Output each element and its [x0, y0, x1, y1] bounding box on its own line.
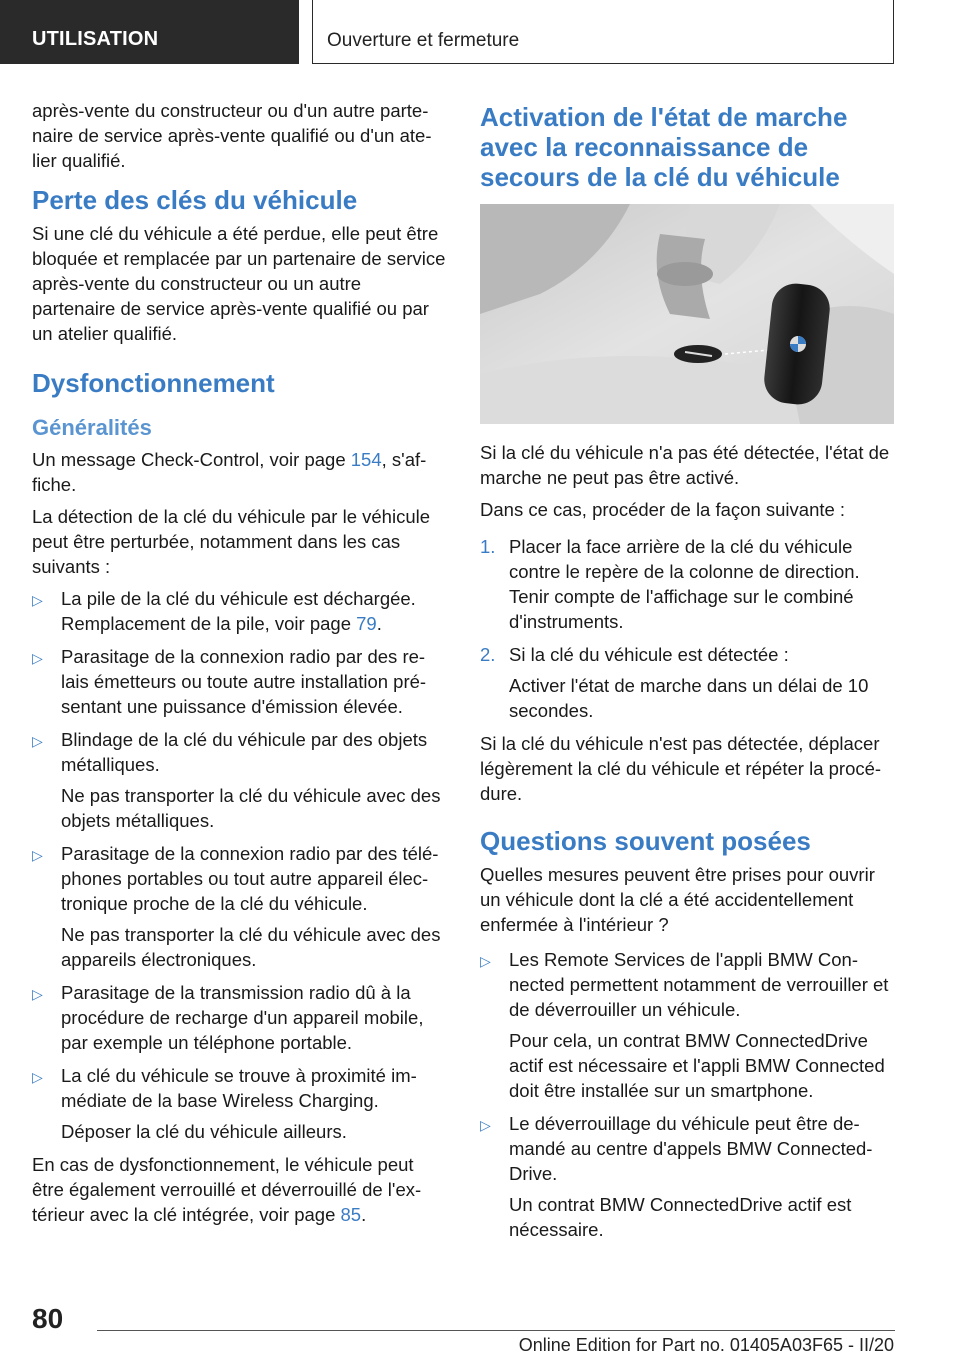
step-number: 1. [480, 536, 496, 557]
faq-heading: Questions souvent posées [480, 826, 811, 856]
list-item-note: Pour cela, un contrat BMW ConnectedDrive actif est nécessaire et l'appli BMW Connected doit être installée sur un smartphone. [509, 1030, 885, 1101]
key-steering-column-illustration [480, 204, 894, 424]
list-item: ▷ Les Remote Services de l'appli BMW Connected permettent notamment de verrouiller et de déverrouiller un véhicule. Pour cela, un contrat BMW ConnectedDrive actif est nécessaire et l'appli BMW Connected doit être installée sur un smartphone. [480, 947, 894, 1103]
step-number: 2. [480, 644, 496, 665]
closing-paragraph: En cas de dysfonctionnement, le véhicule peut être également verrouillé et déverrouillé de l'extérieur avec la clé intégrée, voir page 85. [32, 1154, 422, 1225]
right-column [480, 102, 894, 1250]
header-chapter-tab [312, 0, 894, 64]
footer-divider [97, 1330, 895, 1331]
header-section-label: UTILISATION [32, 28, 159, 50]
general-subheading: Généralités [32, 415, 152, 440]
proceed-paragraph: Dans ce cas, procéder de la façon suivante : [480, 499, 846, 520]
page-number: 80 [32, 1303, 64, 1334]
faq-question: Quelles mesures peuvent être prises pour ouvrir un véhicule dont la clé a été accidentellement enfermée à l'intérieur ? [480, 864, 875, 935]
triangle-right-icon: ▷ [32, 650, 43, 666]
check-control-paragraph: Un message Check-Control, voir page 154, s'affiche. [32, 449, 427, 495]
list-item: ▷ Blindage de la clé du véhicule par des objets métalliques. Ne pas transporter la clé du véhicule avec des objets métalliques. [32, 727, 446, 833]
left-column [32, 98, 446, 1234]
list-item-note: Un contrat BMW ConnectedDrive actif est nécessaire. [509, 1194, 852, 1240]
malfunction-heading: Dysfonctionnement [32, 368, 275, 398]
list-item-note: Activer l'état de marche dans un délai de 10 secondes. [509, 675, 869, 721]
header-chapter-label: Ouverture et fermeture [327, 30, 520, 51]
triangle-right-icon: ▷ [480, 953, 491, 969]
lost-keys-paragraph: Si une clé du véhicule a été perdue, elle peut être bloquée et remplacée par un partenaire de service après-vente du constructeur ou un autre partenaire de service après-vente qualifié ou par un atelier qualifié. [32, 223, 446, 344]
triangle-right-icon: ▷ [32, 733, 43, 749]
lost-keys-heading: Perte des clés du véhicule [32, 185, 358, 215]
detection-paragraph: La détection de la clé du véhicule par le véhicule peut être perturbée, notamment dans les cas suivants : [32, 506, 431, 577]
retry-paragraph: Si la clé du véhicule n'est pas détectée, déplacer légèrement la clé du véhicule et répéter la procédure. [480, 733, 882, 804]
activation-heading: Activation de l'état de marche avec la reconnaissance de secours de la clé du véhicule [480, 102, 848, 192]
key-illustration-svg [480, 204, 894, 424]
triangle-right-icon: ▷ [480, 1117, 491, 1133]
list-item: 2. Si la clé du véhicule est détectée : Activer l'état de marche dans un délai de 10 secondes. [480, 642, 894, 723]
page-link-79[interactable]: 79 [356, 613, 377, 634]
malfunction-list [32, 586, 446, 1144]
list-item: ▷ Le déverrouillage du véhicule peut être demandé au centre d'appels BMW ConnectedDrive. Un contrat BMW ConnectedDrive actif est nécessaire. [480, 1111, 894, 1242]
list-item: ▷ Parasitage de la transmission radio dû à la procédure de recharge d'un appareil mobile, par exemple un téléphone portable. [32, 982, 424, 1053]
triangle-right-icon: ▷ [32, 1069, 43, 1085]
activation-steps-list [480, 534, 894, 723]
list-item: ▷ La pile de la clé du véhicule est déchargée. Remplacement de la pile, voir page 79. [32, 588, 416, 634]
triangle-right-icon: ▷ [32, 847, 43, 863]
triangle-right-icon: ▷ [32, 592, 43, 608]
list-item-note: Ne pas transporter la clé du véhicule avec des appareils électroniques. [61, 924, 441, 970]
triangle-right-icon: ▷ [32, 986, 43, 1002]
list-item: ▷ La clé du véhicule se trouve à proximité immédiate de la base Wireless Charging. Déposer la clé du véhicule ailleurs. [32, 1063, 446, 1144]
list-item: 1. Placer la face arrière de la clé du véhicule contre le repère de la colonne de direction. Tenir compte de l'affichage sur le combiné d'instruments. [480, 536, 860, 632]
list-item: ▷ Parasitage de la connexion radio par des relais émetteurs ou toute autre installation présentant une puissance d'émission élevée. [32, 646, 427, 717]
not-detected-paragraph: Si la clé du véhicule n'a pas été détectée, l'état de marche ne peut pas être activé. [480, 442, 890, 488]
list-item: ▷ Parasitage de la connexion radio par des téléphones portables ou tout autre appareil électronique proche de la clé du véhicule. Ne pas transporter la clé du véhicule avec des appareils électroniques. [32, 841, 446, 972]
page-link-154[interactable]: 154 [350, 449, 382, 470]
intro-paragraph: après-vente du constructeur ou d'un autre partenaire de service après-vente qualifié ou d'un atelier qualifié. [32, 100, 432, 171]
header-section-tab [0, 0, 299, 64]
faq-list [480, 947, 894, 1242]
list-item-note: Déposer la clé du véhicule ailleurs. [61, 1121, 347, 1142]
footer-edition: Online Edition for Part no. 01405A03F65 - II/20 [518, 1335, 894, 1355]
page-link-85[interactable]: 85 [340, 1204, 362, 1225]
list-item-note: Ne pas transporter la clé du véhicule avec des objets métalliques. [61, 785, 441, 831]
